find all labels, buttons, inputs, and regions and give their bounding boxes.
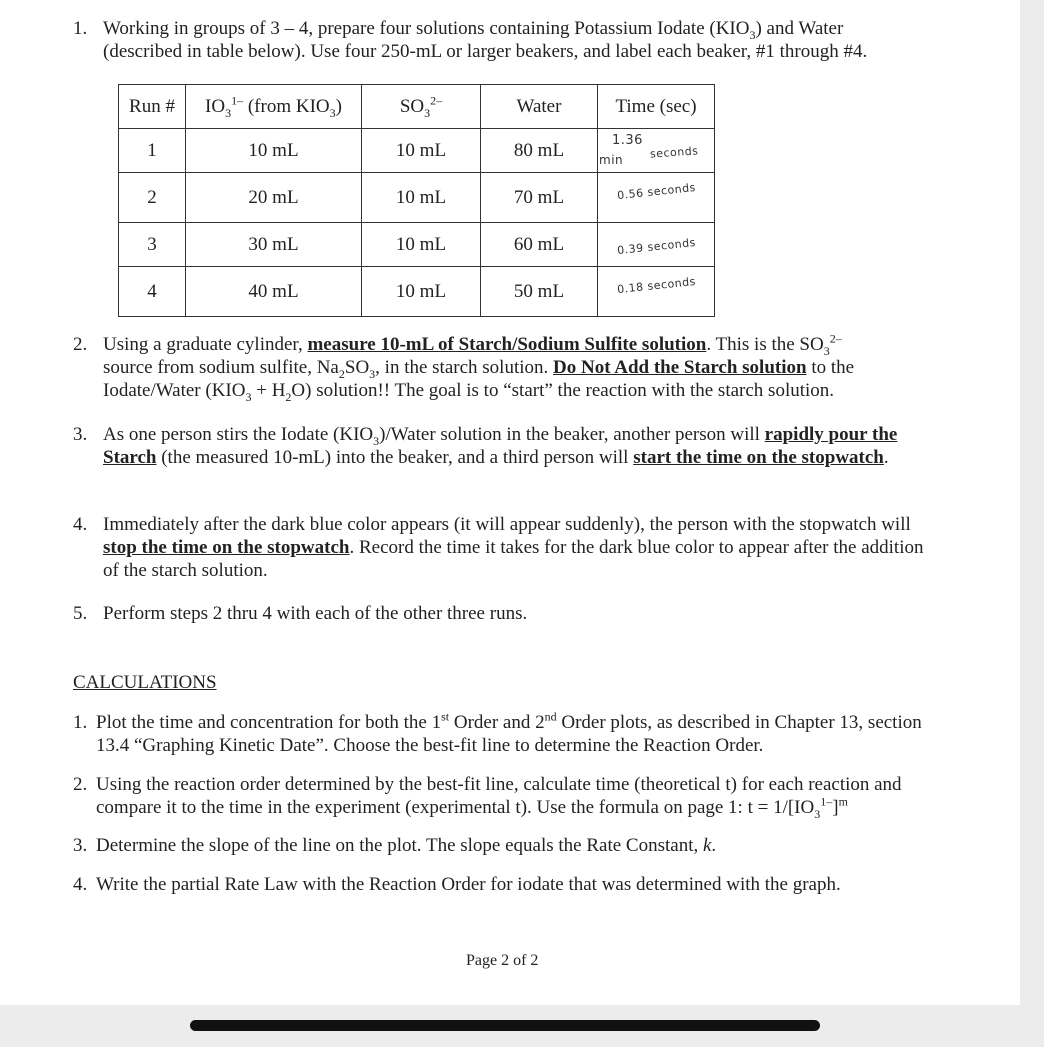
step-text: As one person stirs the Iodate $(KIO_3)$/Water solution in the beaker, another person will rapidly pour the Starch (the measured 10-mL) into the beaker, and a third person will start the time on the stopwatch. [103, 424, 898, 468]
cell-water: 80 mL [481, 129, 598, 173]
step-text: Perform steps 2 thru 4 with each of the other three runs. [103, 603, 528, 624]
step-text: Immediately after the dark blue color appears (it will appear suddenly), the person with the stopwatch will stop the time on the stopwatch. Record the time it takes for the dark blue color to appear after the addition of the starch solution. [103, 514, 924, 581]
step-number: 2. [73, 334, 88, 355]
step-number: 4. [73, 514, 88, 535]
cell-io3: 30 mL [186, 223, 362, 267]
home-indicator-bar[interactable] [190, 1020, 820, 1031]
calculations-title: CALCULATIONS [73, 672, 217, 693]
cell-so3: 10 mL [362, 267, 481, 317]
page-number: Page 2 of 2 [466, 952, 539, 969]
cell-so3: 10 mL [362, 223, 481, 267]
cell-time-handwritten: 0.18 seconds [598, 267, 715, 317]
header-time: Time (sec) [598, 85, 715, 129]
header-run: Run # [119, 85, 186, 129]
step-text: Using a graduate cylinder, measure 10-mL of Starch/Sodium Sulfite solution. This is the $SO_3^{2-}$ source from sodium sulfite, $Na_2SO_3$, in the starch solution. Do Not Add the Starch solution to the Iodate/Water $(KIO_3 + H_2O)$ solution!! The goal is to “start” the reaction with the starch solution. [103, 331, 855, 404]
cell-io3: 40 mL [186, 267, 362, 317]
step-number: 1. [73, 18, 88, 39]
cell-io3: 10 mL [186, 129, 362, 173]
step-text: Working in groups of 3 – 4, prepare four solutions containing Potassium Iodate $(KIO_3)$ and Water (described in table below). Use four 250-mL or larger beakers, and label each beaker, #1 through #4. [103, 18, 868, 62]
cell-water: 50 mL [481, 267, 598, 317]
header-water: Water [481, 85, 598, 129]
cell-time-handwritten: 1.36 min seconds [598, 129, 715, 173]
table-row [119, 173, 715, 223]
cell-time-handwritten: 0.56 seconds [598, 173, 715, 223]
cell-so3: 10 mL [362, 173, 481, 223]
runs-table [118, 84, 715, 317]
cell-time-handwritten: 0.39 seconds [598, 223, 715, 267]
cell-so3: 10 mL [362, 129, 481, 173]
table-row [119, 267, 715, 317]
cell-io3: 20 mL [186, 173, 362, 223]
cell-run: 1 [119, 129, 186, 173]
header-so3: $SO_3^{2-}$ [362, 85, 481, 129]
step-number: 3. [73, 424, 88, 445]
cell-water: 70 mL [481, 173, 598, 223]
cell-water: 60 mL [481, 223, 598, 267]
cell-run: 2 [119, 173, 186, 223]
header-io3: $IO_3^{1-}$ (from $KIO_3$) [186, 85, 362, 129]
cell-run: 3 [119, 223, 186, 267]
cell-run: 4 [119, 267, 186, 317]
table-header-row [119, 85, 715, 129]
table-row [119, 223, 715, 267]
table-row [119, 129, 715, 173]
step-number: 5. [73, 603, 88, 624]
document-page: 1. Working in groups of 3 – 4, prepare four solutions containing Potassium Iodate $(KIO_3)$ and Water (described in table below). Use four 250-mL or larger beakers, and label each beaker, #1 through #4. Run # $IO_3^{1-}$ (from $KIO_3$) $SO_3^{2-}$ Water Time (sec) 1 10 mL 10 mL 80 mL 1.36 min seconds 2 20 mL 10 mL 70 mL 0.56 seconds 3 30 mL 10 mL 60 mL 0.39 seconds 4 40 mL 10 mL 50 mL 0.18 seconds 2. Using a graduate cylinder, measure 10-mL of Starch/Sodium Sulfite solution. This is the $SO_3^{2-}$ source from sodium sulfite, $Na_2SO_3$, in the starch solution. Do Not Add the Starch solution to the Iodate/Water $(KIO_3 + H_2O)$ solution!! The goal is to “start” the reaction with the starch solution. 3. As one person stirs the Iodate $(KIO_3)$/Water solution in the beaker, another person will rapidly pour the Starch (the measured 10-mL) into the beaker, and a third person will start the time on the stopwatch. 4. Immediately after the dark blue color appears (it will appear suddenly), the person with the stopwatch will stop the time on the stopwatch. Record the time it takes for the dark blue color to appear after the addition of the starch solution. 5. Perform steps 2 thru 4 with each of the other three runs. CALCULATIONS 1. Plot the time and concentration for both the 1st Order and 2nd Order plots, as described in Chapter 13, section 13.4 “Graphing Kinetic Date”. Choose the best-fit line to determine the Reaction Order. 2. Using the reaction order determined by the best-fit line, calculate time (theoretical t) for each reaction and compare it to the time in the experiment (experimental t). Use the formula on page 1: $t = 1/[IO_3^{1-}]^m$ 3. Determine the slope of the line on the plot. The slope equals the Rate Constant, k. 4. Write the partial Rate Law with the Reaction Order for iodate that was determined with the graph. Page 2 of 2 [0, 0, 1020, 1005]
